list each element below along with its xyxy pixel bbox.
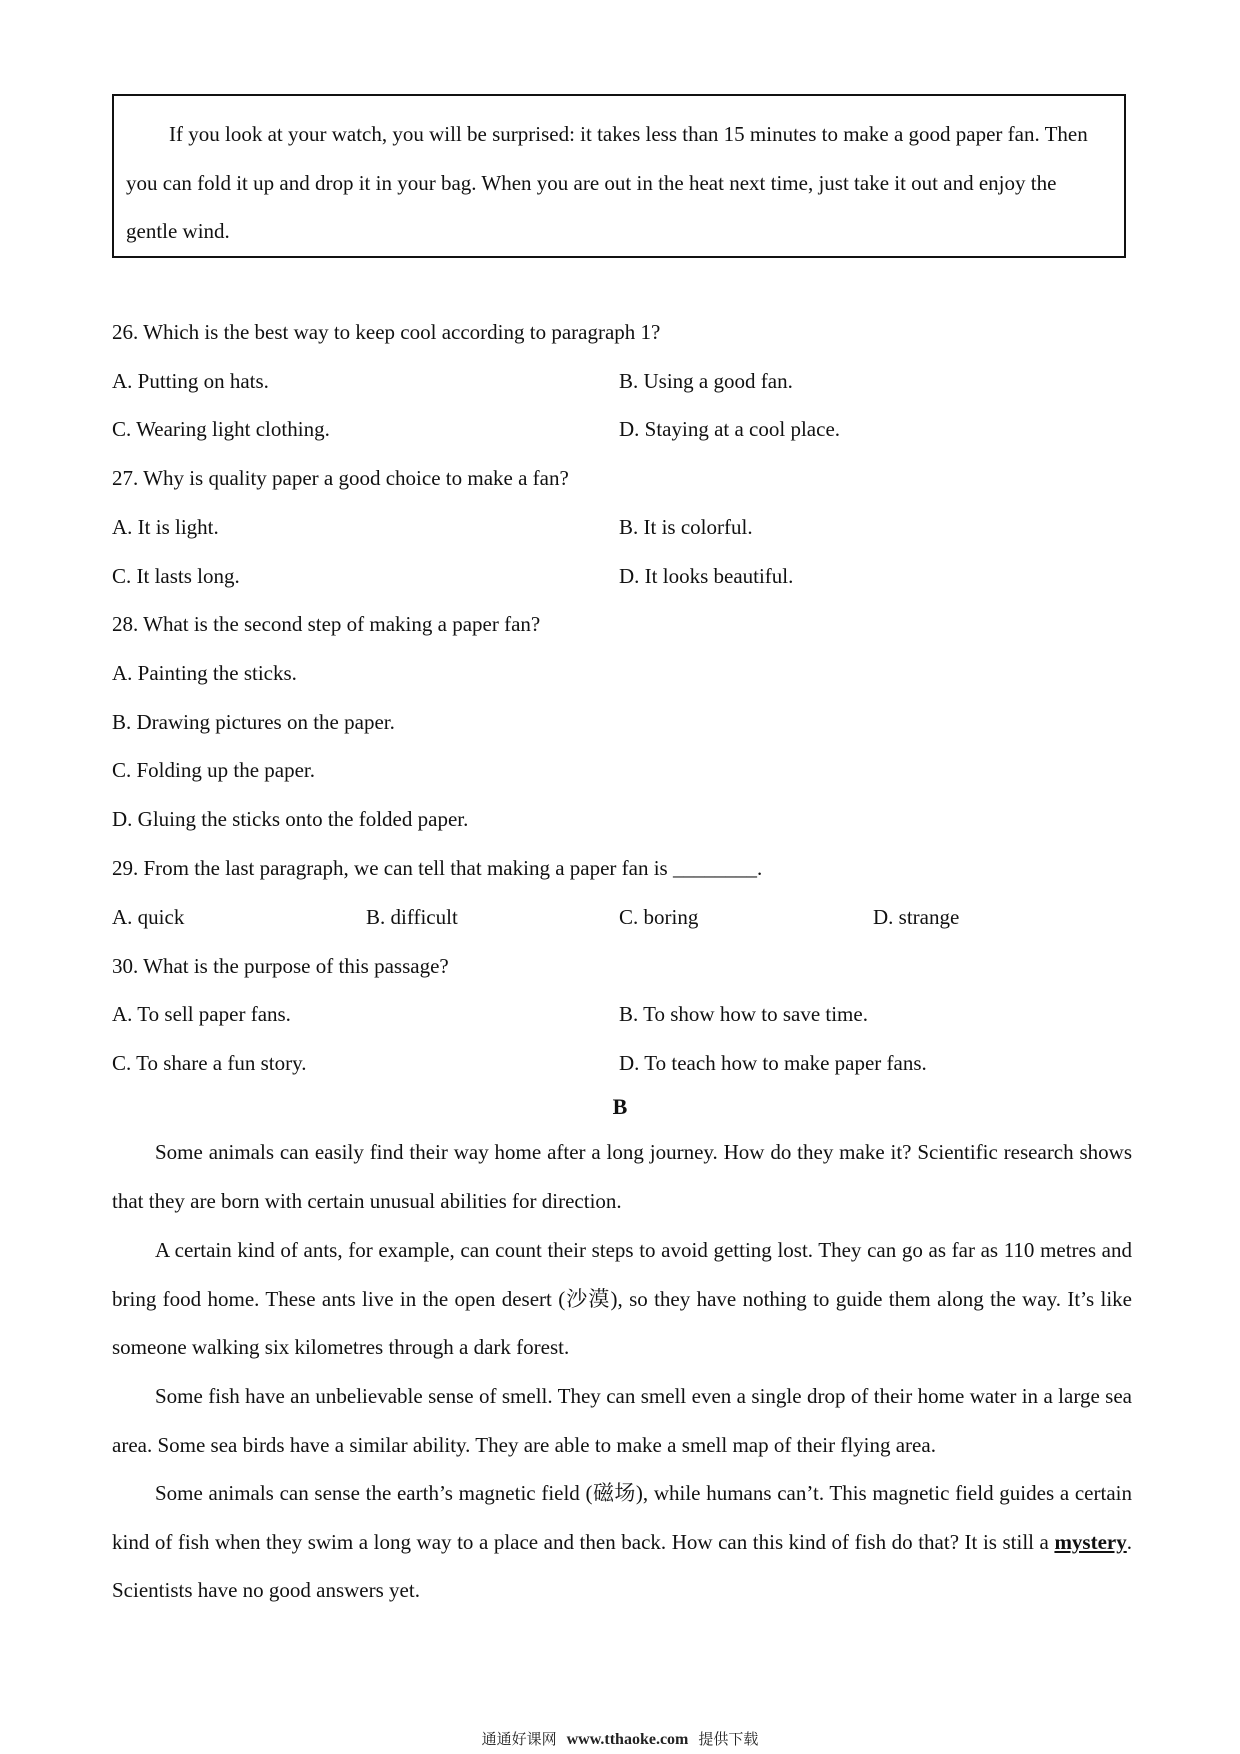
mystery-keyword: mystery (1054, 1529, 1127, 1554)
question-30-option-c[interactable]: C. To share a fun story. (112, 1051, 307, 1075)
question-30-option-d[interactable]: D. To teach how to make paper fans. (619, 1051, 927, 1075)
question-29-option-c[interactable]: C. boring (619, 905, 699, 929)
question-30-option-a[interactable]: A. To sell paper fans. (112, 1002, 291, 1026)
question-29-stem: 29. From the last paragraph, we can tell that making a paper fan is ________. (112, 856, 763, 880)
question-30-option-b[interactable]: B. To show how to save time. (619, 1002, 868, 1026)
footer-url-link[interactable]: www.tthaoke.com (566, 1731, 689, 1748)
question-26-option-c[interactable]: C. Wearing light clothing. (112, 417, 330, 441)
paragraph-4-text-end: . Scientists have no good answers yet. (112, 1529, 1132, 1603)
question-27-option-b[interactable]: B. It is colorful. (619, 515, 753, 539)
section-b-title: B (612, 1094, 628, 1119)
question-28-stem: 28. What is the second step of making a paper fan? (112, 612, 541, 636)
passage-text: If you look at your watch, you will be surprised: it takes less than 15 minutes to make a good paper fan. Then you can fold it up and drop it in your bag. When you are out in the heat next time, just take it out and enjoy the gentle wind. (126, 122, 1088, 243)
question-28-option-c[interactable]: C. Folding up the paper. (112, 758, 315, 782)
question-30-stem: 30. What is the purpose of this passage? (112, 954, 449, 978)
question-27-option-d[interactable]: D. It looks beautiful. (619, 564, 794, 588)
question-27-option-a[interactable]: A. It is light. (112, 515, 219, 539)
question-28-option-b[interactable]: B. Drawing pictures on the paper. (112, 710, 395, 734)
footer-site-name: 通通好课网 (481, 1730, 557, 1748)
question-28-option-d[interactable]: D. Gluing the sticks onto the folded paper. (112, 807, 469, 831)
question-29-option-d[interactable]: D. strange (873, 905, 960, 929)
paragraph-4-text-start: Some animals can sense the earth’s magnetic field (磁场), while humans can’t. This magnetic field guides a certain kind of fish when they swim a long way to a place and then back. How can this kind of fish do that? It is still a (112, 1481, 1132, 1554)
question-28-option-a[interactable]: A. Painting the sticks. (112, 661, 297, 685)
question-26-option-d[interactable]: D. Staying at a cool place. (619, 417, 841, 441)
section-b-paragraph-2: A certain kind of ants, for example, can count their steps to avoid getting lost. They can go as far as 110 metres and bring food home. These ants live in the open desert (沙漠), so they have nothing to guide them along the way. It’s like someone walking six kilometres through a dark forest. (112, 1238, 1132, 1360)
question-26-option-b[interactable]: B. Using a good fan. (619, 369, 793, 393)
question-27-stem: 27. Why is quality paper a good choice to make a fan? (112, 466, 569, 490)
page-footer (0, 1728, 1240, 1749)
section-b-paragraph-3: Some fish have an unbelievable sense of smell. They can smell even a single drop of their home water in a large sea area. Some sea birds have a similar ability. They are able to make a smell map of their flying area. (112, 1384, 1132, 1457)
footer-download-text: 提供下载 (698, 1730, 759, 1748)
question-29-option-a[interactable]: A. quick (112, 905, 185, 929)
question-26-stem: 26. Which is the best way to keep cool according to paragraph 1? (112, 320, 661, 344)
passage-textbox (112, 94, 1126, 258)
question-26-option-a[interactable]: A. Putting on hats. (112, 369, 269, 393)
section-b-paragraph-4 (112, 1469, 1132, 1615)
question-29-option-b[interactable]: B. difficult (366, 905, 458, 929)
question-27-option-c[interactable]: C. It lasts long. (112, 564, 240, 588)
section-b-paragraph-1: Some animals can easily find their way home after a long journey. How do they make it? Scientific research shows that they are born with certain unusual abilities for direction. (112, 1140, 1132, 1213)
